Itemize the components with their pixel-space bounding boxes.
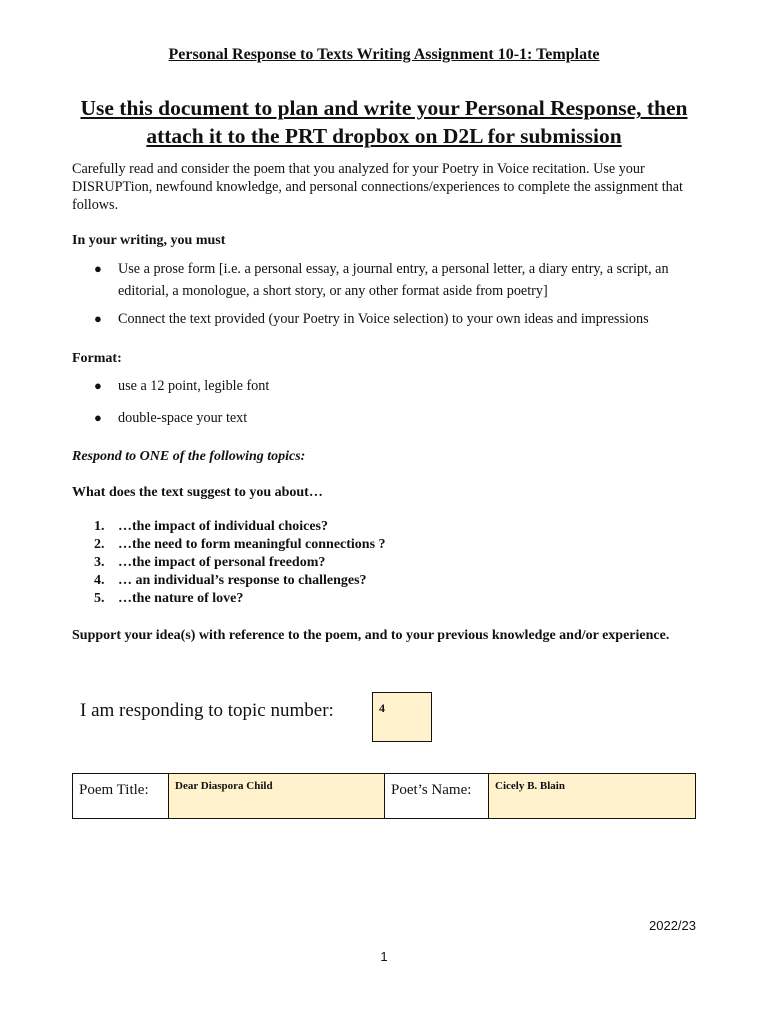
- intro-paragraph: Carefully read and consider the poem that you analyzed for your Poetry in Voice recitation. Use your DISRUPTion, newfound knowledge, and personal connections/experiences to complete the assignment that follows.: [72, 161, 683, 213]
- topic-number-field[interactable]: [372, 692, 432, 742]
- bullet-icon: ●: [94, 261, 102, 276]
- topic-number: 2.: [94, 537, 105, 552]
- poem-title-label: Poem Title:: [73, 774, 169, 819]
- poem-info-table: [72, 773, 696, 819]
- format-list: [72, 375, 698, 429]
- page-number: 1: [380, 949, 388, 964]
- topics-list: [72, 518, 386, 608]
- topic-number: 3.: [94, 555, 105, 570]
- bullet-icon: ●: [94, 410, 102, 425]
- bullet-icon: ●: [94, 378, 102, 393]
- requirement-text: Connect the text provided (your Poetry in Voice selection) to your own ideas and impressions: [118, 311, 649, 327]
- table-row: [73, 774, 696, 819]
- poet-name-label: Poet’s Name:: [385, 774, 489, 819]
- topic-number-value: 4: [379, 701, 385, 715]
- topic-number: 4.: [94, 573, 105, 588]
- list-item: [72, 308, 698, 330]
- format-text: double-space your text: [118, 410, 248, 426]
- topic-text: …the nature of love?: [118, 591, 244, 606]
- topics-question: What does the text suggest to you about…: [72, 485, 323, 500]
- footer-year: 2022/23: [649, 918, 696, 933]
- topics-instruction: Respond to ONE of the following topics:: [72, 449, 306, 464]
- bullet-icon: ●: [94, 311, 102, 326]
- list-item: [72, 375, 698, 397]
- topic-text: …the impact of individual choices?: [118, 519, 329, 534]
- document-heading: Use this document to plan and write your Personal Response, then attach it to the PRT dropbox on D2L for submission: [80, 96, 688, 148]
- requirements-label: In your writing, you must: [72, 233, 226, 248]
- poet-name-field[interactable]: Cicely B. Blain: [489, 774, 696, 819]
- topic-text: …the impact of personal freedom?: [118, 555, 326, 570]
- list-item: [72, 258, 698, 302]
- topic-number-label: I am responding to topic number:: [80, 700, 334, 721]
- list-item: [72, 536, 386, 554]
- topic-text: … an individual’s response to challenges?: [118, 573, 367, 588]
- requirement-text: Use a prose form [i.e. a personal essay, a journal entry, a personal letter, a diary entry, a script, an editorial, a monologue, a short story, or any other format aside from poetry]: [118, 261, 669, 299]
- topic-text: …the need to form meaningful connections ?: [118, 537, 386, 552]
- list-item: [72, 554, 386, 572]
- topic-number: 5.: [94, 591, 105, 606]
- list-item: [72, 407, 698, 429]
- support-paragraph: Support your idea(s) with reference to the poem, and to your previous knowledge and/or experience.: [72, 628, 670, 643]
- format-label: Format:: [72, 351, 122, 366]
- requirements-list: [72, 258, 698, 330]
- list-item: [72, 590, 386, 608]
- poem-title-field[interactable]: Dear Diaspora Child: [169, 774, 385, 819]
- list-item: [72, 518, 386, 536]
- document-title: Personal Response to Texts Writing Assignment 10-1: Template: [168, 46, 600, 63]
- format-text: use a 12 point, legible font: [118, 378, 270, 394]
- list-item: [72, 572, 386, 590]
- topic-number: 1.: [94, 519, 105, 534]
